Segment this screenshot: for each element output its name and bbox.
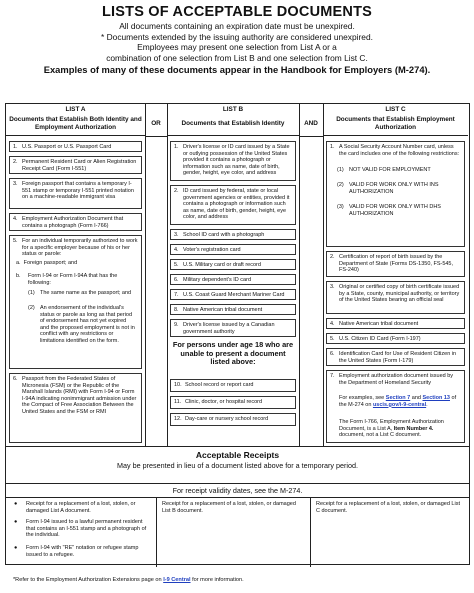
list-item: 3. School ID card with a photograph (170, 229, 296, 240)
under-18-heading: For persons under age 18 who are unable to present a document listed above: (172, 340, 294, 367)
form-i766-note: The Form I-766, Employment Authorization Document, is a List A, Item Number 4. document, not a List C document. (339, 419, 444, 439)
header-line: combination of one selection from List B and one selection from List C. (106, 52, 368, 63)
list-b-header: LIST B Documents that Establish Identity (167, 104, 299, 136)
list-item: 6. Passport from the Federated States of Micronesia (FSM) or the Republic of the Marshall Islands (RMI) with Form I-94 or Form I-94A indicating nonimmigrant admission under the Compact of Free Association Between the United States and the FSM or RMI (9, 373, 142, 443)
header-line: * Documents extended by the issuing authority are considered unexpired. (101, 31, 373, 42)
list-item: 7. Employment authorization document issued by the Department of Homeland Security For examples, see Section 7 and Section 13 of the M-274 on uscis.gov/i-9-central. The Form I-766, Employment Authorization Document, is a List A, Item Number 4. document, not a List C document. (326, 370, 465, 443)
list-item: 1. U.S. Passport or U.S. Passport Card (9, 141, 142, 152)
list-item: 1. A Social Security Account Number card, unless the card includes one of the following restrictions: (1) NOT VALID FOR EMPLOYMENT (2) VALID FOR WORK ONLY WITH INS AUTHORIZATION (3) VALID FOR WORK ONLY WITH DHS AUTHORIZATION (326, 141, 465, 247)
list-item: 5. U.S. Citizen ID Card (Form I-197) (326, 333, 465, 344)
list-item: 2. Certification of report of birth issued by the Department of State (Forms DS-1350, FS-545, FS-240) (326, 251, 465, 277)
list-item: 4. Voter's registration card (170, 244, 296, 255)
section-7-link[interactable]: Section 7 (385, 395, 411, 401)
list-item: 5. For an individual temporarily authorized to work for a specific employer because of his or her status or parole: a. Foreign passport; and b. Form I-94 or Form I-94A that has the following: (1) The same name as the passport; and (2) An endorsement of the individual's status or parole as long as that period of endorsement has not yet expired and the proposed employment is not in conflict with any restrictions or limitations identified on the form. (9, 235, 142, 369)
footer-note: *Refer to the Employment Authorization Extensions page on I-9 Central for more information. (13, 577, 244, 583)
list-c-header: LIST C Documents that Establish Employment Authorization (323, 104, 468, 136)
receipts-section: Acceptable Receipts May be presented in lieu of a document listed above for a temporary period. For receipt validity dates, see the M-274. ● Receipt for a replacement of a lost, stolen, or damaged List A document. ● Form I-94 issued to a lawful permanent resident that contains an I-551 stamp and a photograph of the individual. ● Form I-94 with "RE" notation or refugee stamp issued to a refugee. Receipt for a replacement of a lost, stolen, or damaged List B document. Receipt for a replacement of a lost, stolen, or damaged List C document. (6, 446, 469, 567)
receipts-line: May be presented in lieu of a document listed above for a temporary period. (117, 461, 358, 470)
list-item: 3. Foreign passport that contains a temporary I-551 stamp or temporary I-551 printed notation on a machine-readable immigrant visa (9, 178, 142, 209)
list-a-column (6, 104, 145, 446)
list-a-header: LIST A Documents that Establish Both Identity and Employment Authorization (6, 104, 145, 136)
handbook-note: Examples of many of these documents appear in the Handbook for Employers (M-274). (43, 64, 431, 76)
receipt-item: Receipt for a replacement of a lost, stolen, or damaged List B document. (162, 501, 296, 514)
receipt-item: Form I-94 issued to a lawful permanent resident that contains an I-551 stamp and a photograph of the individual. (26, 519, 147, 539)
uscis-link[interactable]: uscis.gov/i-9-central (372, 401, 427, 408)
list-subitem: An endorsement of the individual's status or parole as long as that period of endorsement has not yet expired and the proposed employment is not in conflict with any restrictions or limitations identified on the form. (40, 305, 135, 344)
receipt-item: Receipt for a replacement of a lost, stolen, or damaged List C document. (316, 501, 460, 514)
receipt-item: Form I-94 with "RE" notation or refugee stamp issued to a refugee. (26, 545, 139, 558)
list-item: 6. Identification Card for Use of Resident Citizen in the United States (Form I-179) (326, 348, 465, 366)
list-item: 4. Native American tribal document (326, 318, 465, 329)
restriction-item: VALID FOR WORK ONLY WITH DHS AUTHORIZATION (349, 204, 441, 217)
list-item: 8. Native American tribal document (170, 304, 296, 315)
header-line: Employees may present one selection from List A or a (137, 42, 337, 53)
list-item: 12. Day-care or nursery school record (170, 413, 296, 426)
list-item: 6. Military dependent's ID card (170, 274, 296, 285)
list-subitem: a. Foreign passport; and (16, 260, 78, 266)
list-item: 2. ID card issued by federal, state or local government agencies or entities, provided it contains a photograph or information such as name, date of birth, gender, height, eye color, and address (170, 185, 296, 225)
receipts-line: For receipt validity dates, see the M-274. (6, 484, 469, 498)
page-title: LISTS OF ACCEPTABLE DOCUMENTS (101, 4, 373, 20)
list-item: 3. Original or certified copy of birth certificate issued by a State, county, municipal authority, or territory of the United States bearing an official seal (326, 281, 465, 314)
document-header (0, 0, 474, 75)
list-item: 7. U.S. Coast Guard Merchant Mariner Card (170, 289, 296, 300)
list-c-column (323, 104, 468, 446)
restriction-item: NOT VALID FOR EMPLOYMENT (349, 167, 431, 173)
list-b-column (167, 104, 299, 446)
documents-table (5, 103, 470, 565)
and-separator: AND (304, 120, 318, 127)
list-item: 4. Employment Authorization Document that contains a photograph (Form I-766) (9, 213, 142, 231)
list-item: 10. School record or report card (170, 379, 296, 392)
examples-note: For examples, see Section 7 and Section 13 of the M-274 on uscis.gov/i-9-central. (339, 395, 457, 408)
list-item: 1. Driver's license or ID card issued by a State or outlying possession of the United States provided it contains a photograph or information such as name, date of birth, gender, height, eye color, and address (170, 141, 296, 181)
receipts-title: Acceptable Receipts (195, 450, 280, 460)
section-13-link[interactable]: Section 13 (422, 395, 450, 401)
list-subitem: Form I-94 or Form I-94A that has the following: (28, 273, 118, 286)
list-subitem: The same name as the passport; and (40, 290, 132, 296)
list-item: 2. Permanent Resident Card or Alien Registration Receipt Card (Form I-551) (9, 156, 142, 174)
list-item: 11. Clinic, doctor, or hospital record (170, 396, 296, 409)
i9-central-link[interactable]: I-9 Central (163, 577, 191, 583)
list-item: 9. Driver's license issued by a Canadian government authority (170, 319, 296, 337)
receipt-item: Receipt for a replacement of a lost, stolen, or damaged List A document. (26, 501, 136, 514)
restriction-item: VALID FOR WORK ONLY WITH INS AUTHORIZATION (349, 182, 439, 195)
list-item: 5. U.S. Military card or draft record (170, 259, 296, 270)
or-separator: OR (151, 120, 161, 127)
header-line: All documents containing an expiration date must be unexpired. (119, 21, 355, 31)
